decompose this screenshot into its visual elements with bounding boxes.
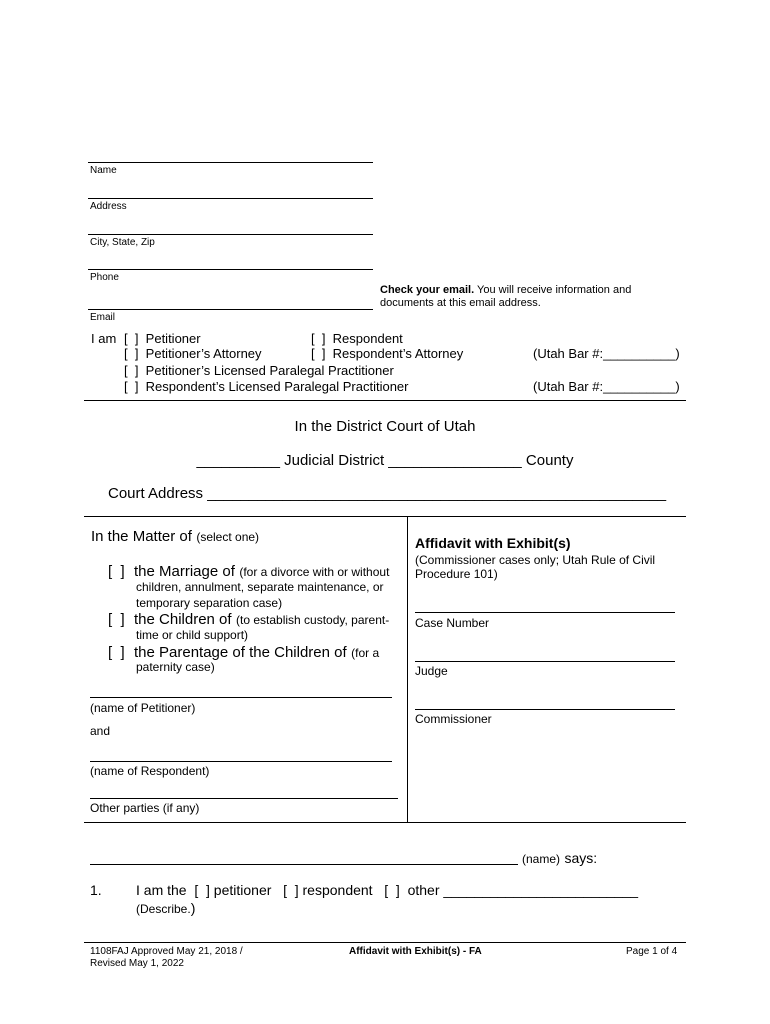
- says-text: says:: [564, 850, 598, 866]
- city-line[interactable]: [88, 234, 373, 235]
- judge-label: Judge: [415, 664, 448, 678]
- case-subtitle-1: (Commissioner cases only; Utah Rule of Civil: [415, 553, 656, 567]
- petitioner-name-line[interactable]: [90, 697, 392, 698]
- footer-form-id-2: Revised May 1, 2022: [90, 958, 184, 969]
- divider-top: [84, 400, 686, 401]
- footer-form-id: [90, 946, 243, 970]
- name-says: [522, 850, 597, 868]
- email-note-bold: Check your email.: [380, 284, 475, 296]
- children-option: [134, 611, 409, 629]
- marriage-option: [134, 563, 402, 581]
- marriage-note-3: temporary separation case): [136, 596, 283, 610]
- name-line[interactable]: [88, 162, 373, 163]
- other-parties-label: Other parties (if any): [90, 801, 200, 815]
- respondent-attorney-checkbox[interactable]: [ ] Respondent’s Attorney: [311, 346, 464, 361]
- matter-heading: [91, 528, 259, 546]
- respondent-name-label: (name of Respondent): [90, 764, 210, 778]
- children-checkbox[interactable]: [ ]: [108, 611, 125, 628]
- phone-line[interactable]: [88, 269, 373, 270]
- judge-line[interactable]: [415, 661, 675, 662]
- utah-bar-field-2[interactable]: (Utah Bar #:__________): [533, 379, 680, 394]
- parentage-checkbox[interactable]: [ ]: [108, 644, 125, 661]
- email-note-line-2: documents at this email address.: [380, 297, 541, 309]
- children-note-1: (to establish custody, parent-: [236, 613, 390, 627]
- caption-top-border: [84, 516, 686, 517]
- parentage-note-2: paternity case): [136, 660, 215, 674]
- judicial-district-line[interactable]: __________ Judicial District ________________ County: [196, 452, 574, 469]
- petitioner-attorney-checkbox[interactable]: [ ] Petitioner’s Attorney: [124, 346, 262, 361]
- item1-describe-paren: ): [190, 900, 196, 916]
- marriage-note-2: children, annulment, separate maintenance, or: [136, 580, 384, 594]
- email-line[interactable]: [88, 309, 373, 310]
- case-number-label: Case Number: [415, 616, 490, 630]
- respondent-lpp-checkbox[interactable]: [ ] Respondent’s Licensed Paralegal Practitioner: [124, 379, 409, 394]
- email-note: [380, 284, 680, 310]
- parentage-note-1: (for a: [351, 646, 380, 660]
- name-says-suffix: (name): [522, 852, 561, 866]
- court-title: In the District Court of Utah: [294, 418, 476, 435]
- name-label: Name: [90, 165, 117, 176]
- marriage-checkbox[interactable]: [ ]: [108, 563, 125, 580]
- email-note-line-1: You will receive information and: [477, 284, 632, 296]
- footer-title: Affidavit with Exhibit(s) - FA: [349, 946, 482, 957]
- case-title: Affidavit with Exhibit(s): [415, 535, 571, 551]
- footer-form-id-1: 1108FAJ Approved May 21, 2018 /: [90, 946, 243, 957]
- item1-number: 1.: [90, 882, 102, 898]
- item1-describe: [136, 900, 195, 918]
- court-address-line[interactable]: Court Address _______________________________________________________: [108, 485, 667, 502]
- footer-divider: [84, 942, 686, 943]
- respondent-checkbox[interactable]: [ ] Respondent: [311, 331, 403, 346]
- city-label: City, State, Zip: [90, 237, 155, 248]
- marriage-main: the Marriage of: [134, 563, 235, 580]
- children-main: the Children of: [134, 611, 232, 628]
- caption-divider: [407, 516, 408, 822]
- case-number-line[interactable]: [415, 612, 675, 613]
- utah-bar-field-1[interactable]: (Utah Bar #:__________): [533, 346, 680, 361]
- phone-label: Phone: [90, 272, 119, 283]
- footer-page: Page 1 of 4: [626, 946, 678, 957]
- matter-heading-note: (select one): [196, 530, 260, 544]
- affiant-name-line[interactable]: [90, 864, 518, 865]
- iam-label: I am: [91, 331, 117, 346]
- petitioner-lpp-checkbox[interactable]: [ ] Petitioner’s Licensed Paralegal Practitioner: [124, 363, 394, 378]
- children-note-2: time or child support): [136, 628, 249, 642]
- item1-text[interactable]: I am the [ ] petitioner [ ] respondent [ ] other _________________________: [136, 882, 639, 898]
- other-parties-line[interactable]: [90, 798, 398, 799]
- respondent-name-line[interactable]: [90, 761, 392, 762]
- petitioner-checkbox[interactable]: [ ] Petitioner: [124, 331, 201, 346]
- commissioner-line[interactable]: [415, 709, 675, 710]
- parentage-main: the Parentage of the Children of: [134, 644, 347, 661]
- case-subtitle-2: Procedure 101): [415, 567, 498, 581]
- marriage-note-1: (for a divorce with or without: [239, 565, 390, 579]
- and-label: and: [90, 724, 111, 738]
- item1-describe-text: (Describe.: [136, 902, 191, 916]
- commissioner-label: Commissioner: [415, 712, 492, 726]
- matter-heading-text: In the Matter of: [91, 528, 192, 545]
- email-label: Email: [90, 312, 116, 323]
- caption-bottom-border: [84, 822, 686, 823]
- address-line[interactable]: [88, 198, 373, 199]
- address-label: Address: [90, 201, 127, 212]
- petitioner-name-label: (name of Petitioner): [90, 701, 196, 715]
